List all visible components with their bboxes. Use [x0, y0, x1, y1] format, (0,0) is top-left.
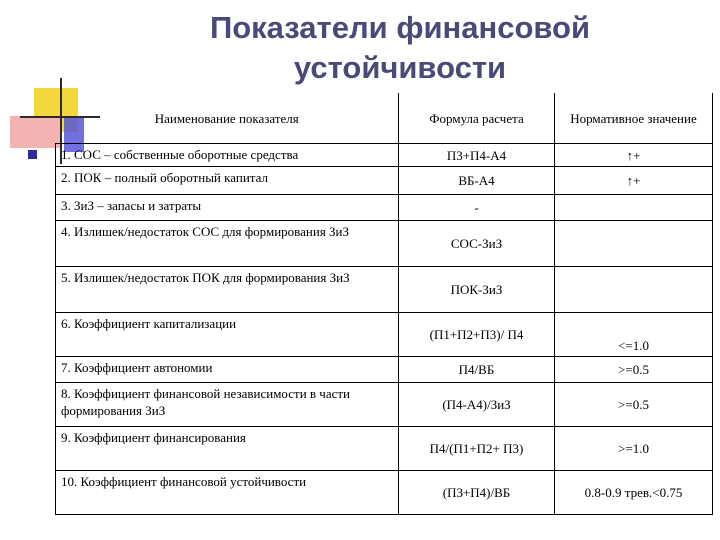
row-name: 9. Коэффициент финансирования [56, 427, 399, 471]
table-header-row [56, 93, 713, 144]
row-name: 6. Коэффициент капитализации [56, 313, 399, 357]
row-name: 2. ПОК – полный оборотный капитал [56, 167, 399, 195]
row-formula: (П1+П2+П3)/ П4 [399, 313, 555, 357]
row-name: 5. Излишек/недостаток ПОК для формирования ЗиЗ [56, 267, 399, 313]
table-row [56, 144, 713, 167]
row-norm: >=1.0 [555, 427, 713, 471]
table-row [56, 267, 713, 313]
row-norm: >=0.5 [555, 357, 713, 383]
row-formula: П4/ВБ [399, 357, 555, 383]
row-name: 4. Излишек/недостаток СОС для формирования ЗиЗ [56, 221, 399, 267]
row-formula: (П3+П4)/ВБ [399, 471, 555, 515]
row-formula: (П4-А4)/ЗиЗ [399, 383, 555, 427]
row-formula: - [399, 195, 555, 221]
row-norm [555, 221, 713, 267]
row-norm [555, 267, 713, 313]
row-name: 10. Коэффициент финансовой устойчивости [56, 471, 399, 515]
row-formula: СОС-ЗиЗ [399, 221, 555, 267]
row-name: 7. Коэффициент автономии [56, 357, 399, 383]
table-row [56, 195, 713, 221]
table-row [56, 313, 713, 357]
header-formula: Формула расчета [399, 93, 555, 144]
row-norm: <=1.0 [555, 313, 713, 357]
row-norm: ↑+ [555, 167, 713, 195]
table-row [56, 221, 713, 267]
row-name: 1. СОС – собственные оборотные средства [56, 144, 399, 167]
row-formula: П3+П4-А4 [399, 144, 555, 167]
slide-title: Показатели финансовой устойчивости [209, 10, 591, 85]
row-norm: >=0.5 [555, 383, 713, 427]
row-formula: ПОК-ЗиЗ [399, 267, 555, 313]
row-norm: ↑+ [555, 144, 713, 167]
table-row [56, 357, 713, 383]
table-row [56, 383, 713, 427]
row-formula: ВБ-А4 [399, 167, 555, 195]
row-formula: П4/(П1+П2+ П3) [399, 427, 555, 471]
table-row [56, 471, 713, 515]
row-norm [555, 195, 713, 221]
row-name: 8. Коэффициент финансовой независимости в части формирования ЗиЗ [56, 383, 399, 427]
indicators-table [55, 93, 713, 515]
header-indicator-name: Наименование показателя [56, 93, 399, 144]
row-name: 3. ЗиЗ – запасы и затраты [56, 195, 399, 221]
row-norm: 0.8-0.9 трев.<0.75 [555, 471, 713, 515]
bullet-icon [28, 150, 37, 159]
table-row [56, 167, 713, 195]
table-row [56, 427, 713, 471]
header-norm: Нормативное значение [555, 93, 713, 144]
